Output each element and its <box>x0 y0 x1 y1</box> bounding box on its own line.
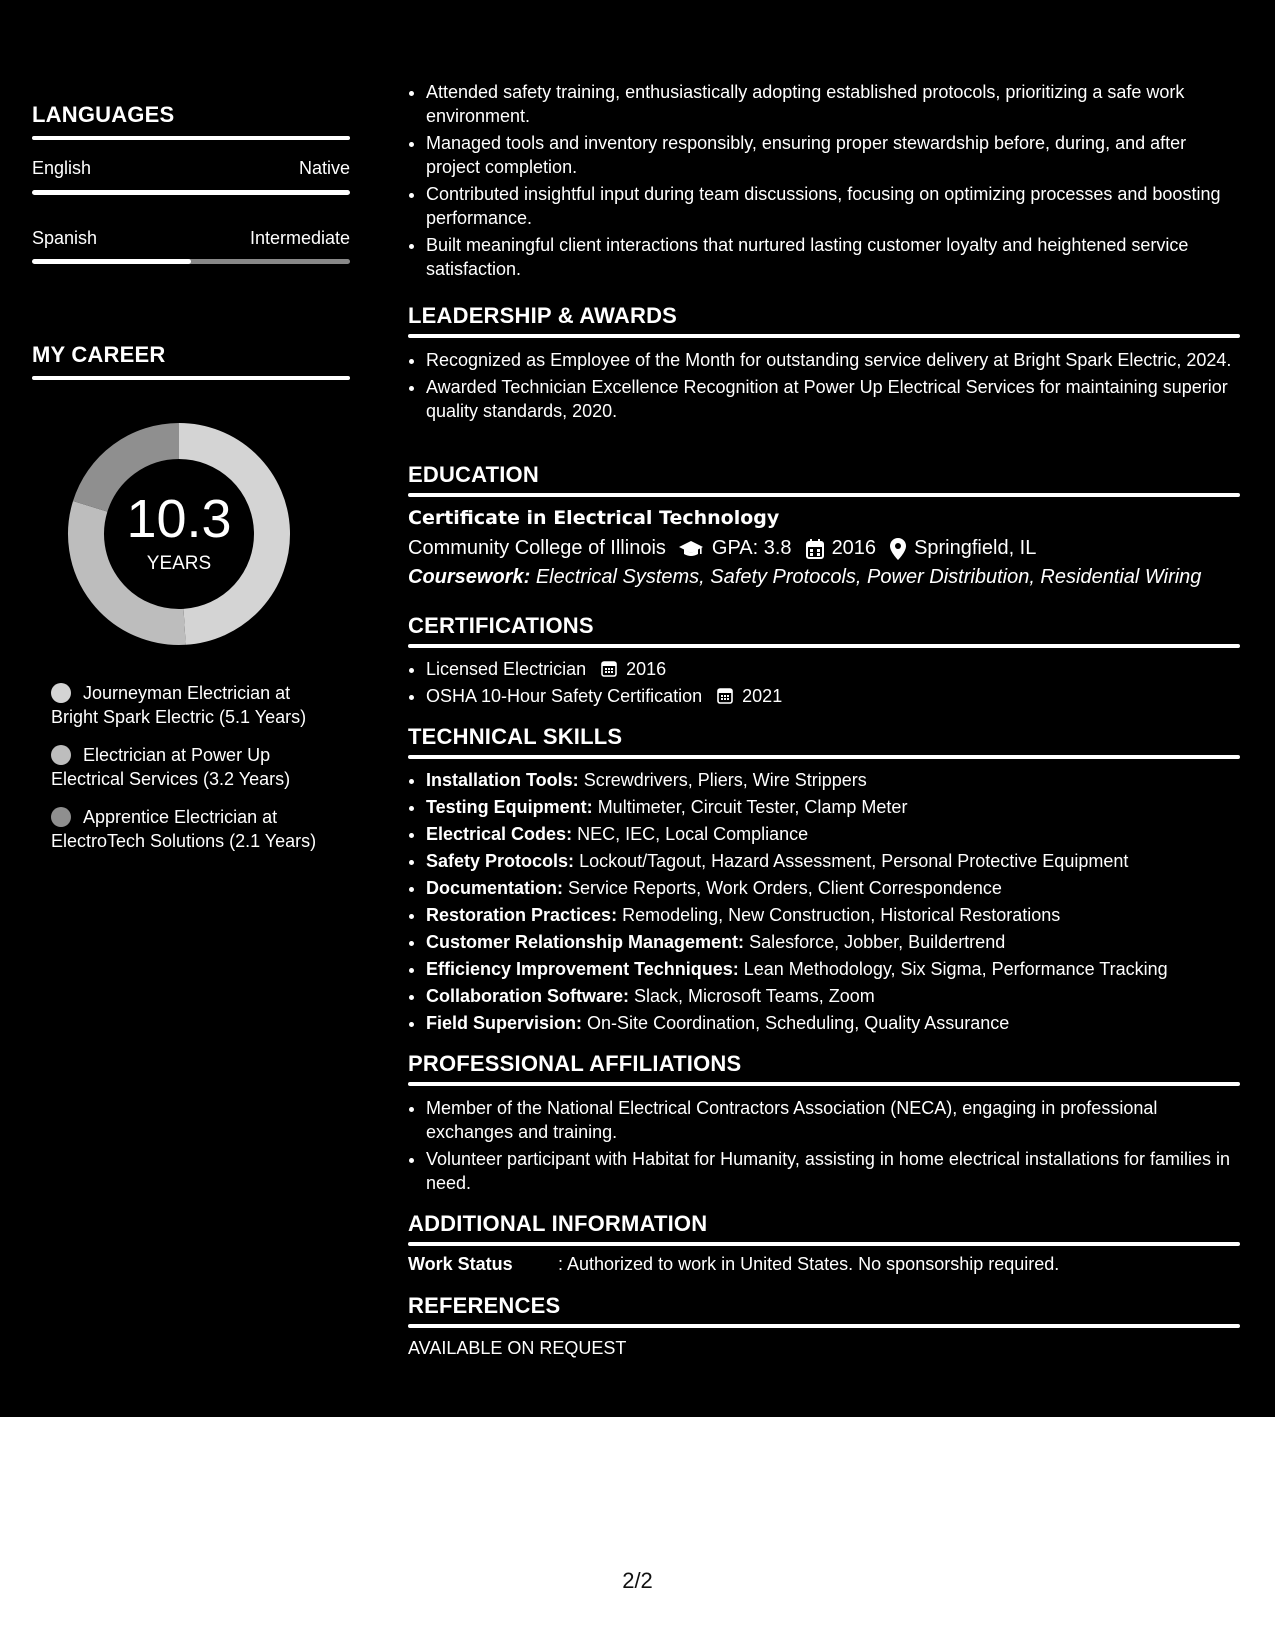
work-status-label: Work Status <box>408 1254 513 1274</box>
languages-title: LANGUAGES <box>32 102 175 127</box>
skill-label: Installation Tools: <box>426 770 579 790</box>
certification-item <box>426 683 1240 710</box>
experience-bullet: • Managed tools and inventory responsibly, ensuring proper stewardship before, during, and after project completion. <box>426 131 1240 179</box>
career-title: MY CAREER <box>32 342 166 367</box>
skills-section <box>408 724 1240 1037</box>
language-bar-fill <box>32 190 350 195</box>
career-legend-item <box>51 805 331 853</box>
legend-dot-icon <box>51 683 71 703</box>
skill-value: On-Site Coordination, Scheduling, Quality Assurance <box>587 1013 1010 1033</box>
graduation-cap-icon <box>678 539 704 559</box>
experience-bullet: • Attended safety training, enthusiastically adopting established protocols, prioritizing a safe work environment. <box>426 80 1240 128</box>
skill-item <box>426 956 1240 983</box>
affiliations-title: PROFESSIONAL AFFILIATIONS <box>408 1051 742 1076</box>
skill-label: Safety Protocols: <box>426 851 575 871</box>
sidebar <box>0 0 380 1417</box>
skill-label: Collaboration Software: <box>426 986 630 1006</box>
location-pin-icon <box>890 538 906 560</box>
language-bar-english <box>32 190 350 195</box>
skill-item <box>426 983 1240 1010</box>
additional-info-section <box>408 1211 1240 1275</box>
career-section <box>32 342 350 380</box>
skills-title: TECHNICAL SKILLS <box>408 724 623 749</box>
career-total-unit: YEARS <box>146 553 212 574</box>
language-row-spanish <box>32 228 350 249</box>
skill-label: Efficiency Improvement Techniques: <box>426 959 739 979</box>
degree-title: Certificate in Electrical Technology <box>408 507 780 529</box>
skill-label: Testing Equipment: <box>426 797 593 817</box>
leadership-section <box>408 303 1240 426</box>
section-rule <box>32 136 350 140</box>
certification-year: 2016 <box>626 659 667 679</box>
language-level: Native <box>298 158 350 178</box>
section-rule <box>408 755 1240 759</box>
language-bar-spanish <box>32 259 350 264</box>
gpa: GPA: 3.8 <box>711 537 792 559</box>
skill-label: Field Supervision: <box>426 1013 583 1033</box>
work-status-value: : Authorized to work in United States. No sponsorship required. <box>558 1254 1060 1274</box>
career-item-text: Apprentice Electrician at ElectroTech Solutions (2.1 Years) <box>51 807 317 851</box>
skill-value: Multimeter, Circuit Tester, Clamp Meter <box>597 797 908 817</box>
skill-label: Documentation: <box>426 878 563 898</box>
languages-section <box>32 102 350 140</box>
skill-value: Service Reports, Work Orders, Client Correspondence <box>568 878 1002 898</box>
skill-label: Customer Relationship Management: <box>426 932 745 952</box>
skill-item <box>426 794 1240 821</box>
skill-value: Salesforce, Jobber, Buildertrend <box>749 932 1006 952</box>
affiliation-item: • Member of the National Electrical Contractors Association (NECA), engaging in professional exchanges and training. <box>426 1096 1240 1144</box>
calendar-icon <box>806 539 824 559</box>
experience-bullet: • Built meaningful client interactions that nurtured lasting customer loyalty and heightened service satisfaction. <box>426 233 1240 281</box>
skill-item <box>426 1010 1240 1037</box>
skill-item <box>426 929 1240 956</box>
coursework <box>408 566 1240 589</box>
career-legend <box>51 681 331 867</box>
skill-value: Lean Methodology, Six Sigma, Performance Tracking <box>743 959 1168 979</box>
education-section <box>408 462 1240 589</box>
affiliations-section <box>408 1051 1240 1198</box>
language-level: Intermediate <box>249 228 350 248</box>
references-title: REFERENCES <box>408 1293 561 1318</box>
career-donut-chart <box>64 419 294 649</box>
legend-dot-icon <box>51 745 71 765</box>
references-section <box>408 1293 1240 1359</box>
certifications-section <box>408 613 1240 710</box>
coursework-text: Electrical Systems, Safety Protocols, Power Distribution, Residential Wiring <box>535 566 1202 588</box>
skill-item <box>426 875 1240 902</box>
skill-label: Restoration Practices: <box>426 905 618 925</box>
skill-value: Slack, Microsoft Teams, Zoom <box>634 986 875 1006</box>
skill-label: Electrical Codes: <box>426 824 573 844</box>
skill-value: Screwdrivers, Pliers, Wire Strippers <box>583 770 867 790</box>
school-location: Springfield, IL <box>914 537 1037 559</box>
career-total-years: 10.3 <box>126 489 232 549</box>
education-title: EDUCATION <box>408 462 539 487</box>
skill-value: NEC, IEC, Local Compliance <box>577 824 809 844</box>
skill-item <box>426 902 1240 929</box>
section-rule <box>408 334 1240 338</box>
certification-year: 2021 <box>742 686 783 706</box>
leadership-title: LEADERSHIP & AWARDS <box>408 303 678 328</box>
skill-value: Lockout/Tagout, Hazard Assessment, Personal Protective Equipment <box>579 851 1129 871</box>
graduation-year: 2016 <box>831 537 877 559</box>
certifications-title: CERTIFICATIONS <box>408 613 594 638</box>
experience-bullets <box>408 80 1240 284</box>
language-row-english <box>32 158 350 179</box>
skill-item <box>426 848 1240 875</box>
career-legend-item <box>51 681 331 729</box>
references-text: AVAILABLE ON REQUEST <box>408 1338 627 1358</box>
school-name: Community College of Illinois <box>408 537 666 559</box>
certification-item <box>426 656 1240 683</box>
affiliation-item: • Volunteer participant with Habitat for Humanity, assisting in home electrical installations for families in need. <box>426 1147 1240 1195</box>
additional-info-title: ADDITIONAL INFORMATION <box>408 1211 708 1236</box>
page-number: 2/2 <box>622 1568 653 1593</box>
experience-bullet: • Contributed insightful input during team discussions, focusing on optimizing processes and boosting performance. <box>426 182 1240 230</box>
section-rule <box>408 493 1240 497</box>
work-status-row <box>408 1254 1240 1275</box>
language-bar-fill <box>32 259 191 264</box>
coursework-label: Coursework: <box>408 566 531 588</box>
skill-value: Remodeling, New Construction, Historical Restorations <box>622 905 1061 925</box>
skill-item <box>426 821 1240 848</box>
career-item-text: Journeyman Electrician at Bright Spark Electric (5.1 Years) <box>51 683 307 727</box>
award-item: • Awarded Technician Excellence Recognition at Power Up Electrical Services for maintaining superior quality standards, 2020. <box>426 375 1240 423</box>
award-item: • Recognized as Employee of the Month for outstanding service delivery at Bright Spark Electric, 2024. <box>426 348 1240 372</box>
language-name: Spanish <box>32 228 98 248</box>
calendar-icon <box>601 660 617 677</box>
section-rule <box>408 1082 1240 1086</box>
certification-name: OSHA 10-Hour Safety Certification <box>426 686 703 706</box>
career-item-text: Electrician at Power Up Electrical Services (3.2 Years) <box>51 745 291 789</box>
language-name: English <box>32 158 92 178</box>
career-legend-item <box>51 743 331 791</box>
skill-item <box>426 767 1240 794</box>
section-rule <box>408 1324 1240 1328</box>
section-rule <box>408 1242 1240 1246</box>
section-rule <box>408 644 1240 648</box>
certification-name: Licensed Electrician <box>426 659 587 679</box>
calendar-icon <box>717 687 733 704</box>
education-details <box>408 537 1240 560</box>
legend-dot-icon <box>51 807 71 827</box>
section-rule <box>32 376 350 380</box>
